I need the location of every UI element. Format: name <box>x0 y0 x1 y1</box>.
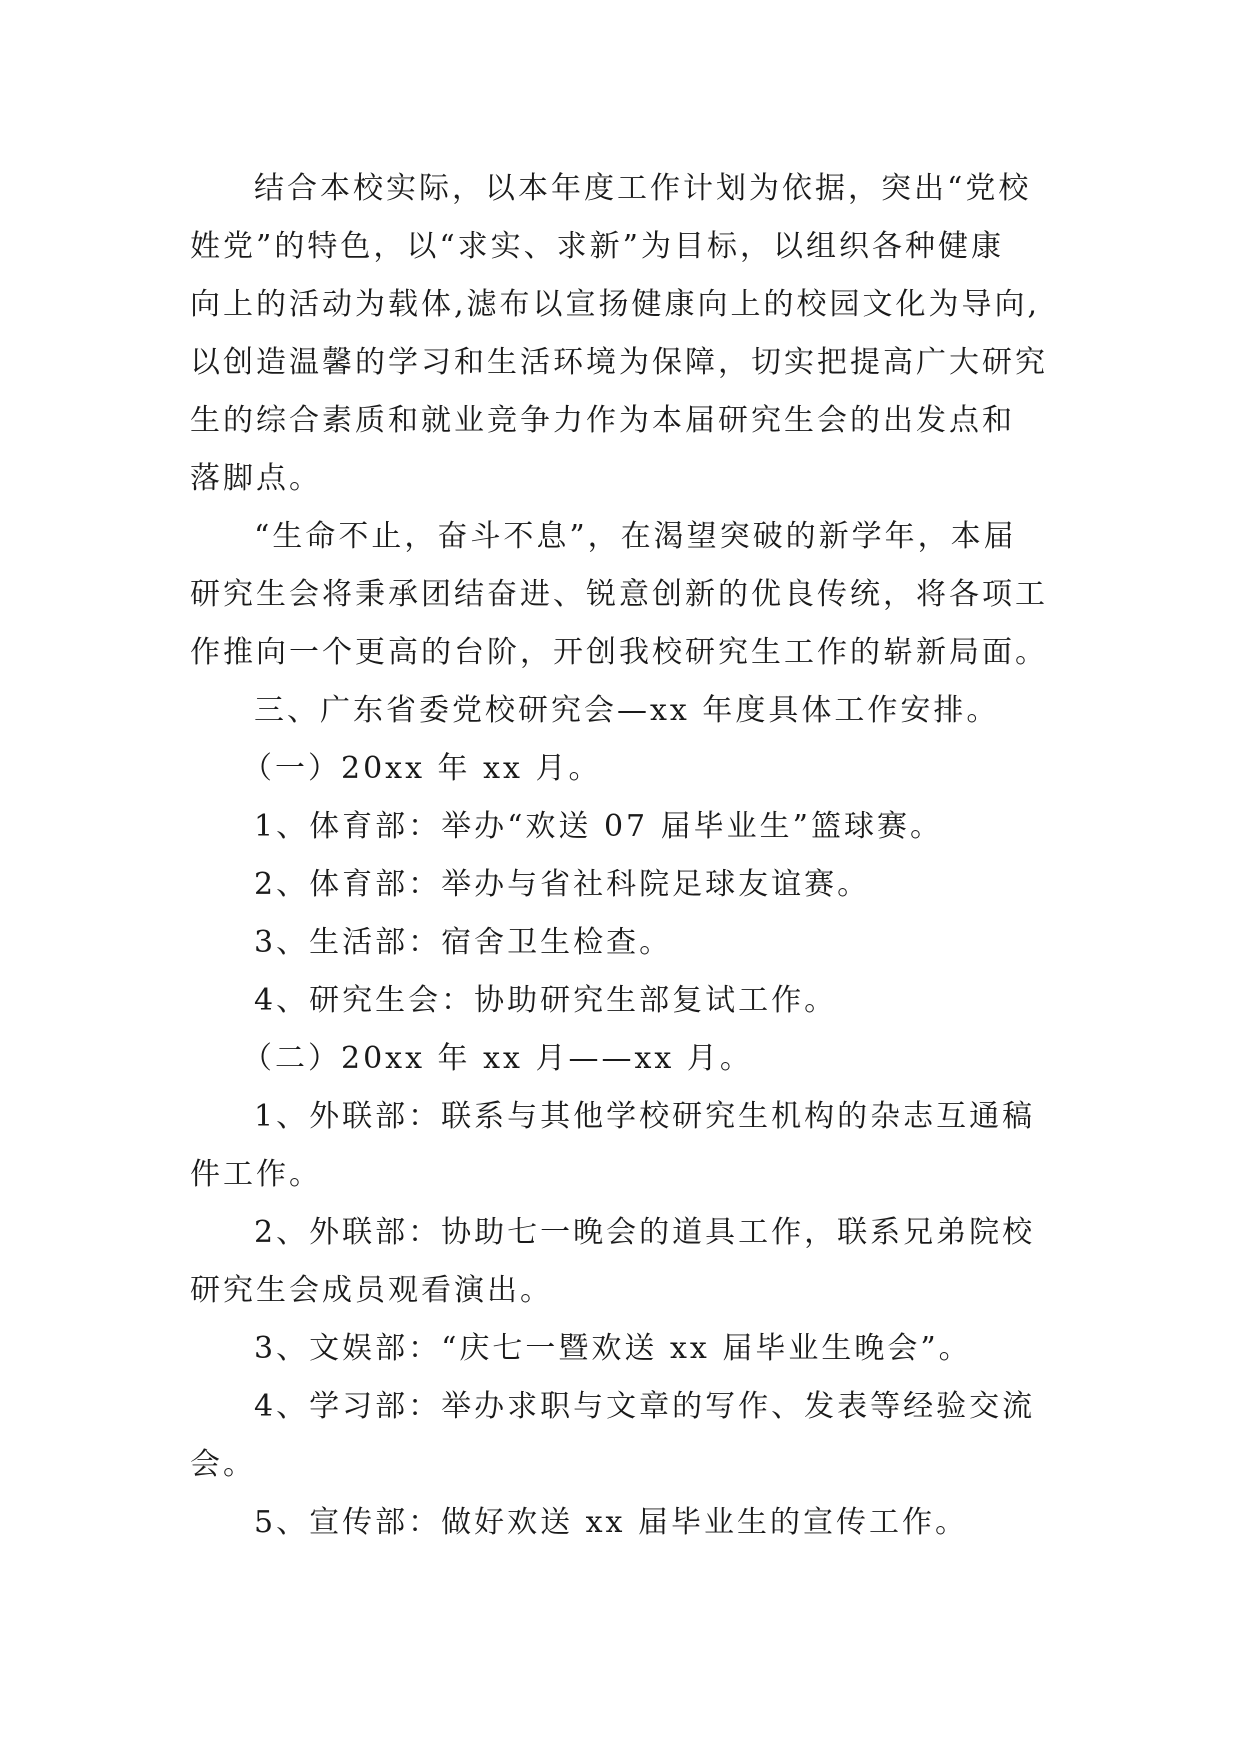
subsection-heading: （一）20xx 年 xx 月。 <box>242 751 602 786</box>
list-item-continuation: 件工作。 <box>190 1157 322 1192</box>
text-line: 以创造温馨的学习和生活环境为保障，切实把提高广大研究 <box>190 345 1048 380</box>
list-item-continuation: 会。 <box>190 1447 256 1482</box>
list-item: 1、外联部：联系与其他学校研究生机构的杂志互通稿 <box>254 1099 1036 1134</box>
list-item: 5、宣传部：做好欢送 xx 届毕业生的宣传工作。 <box>254 1505 968 1540</box>
text-line: 生的综合素质和就业竞争力作为本届研究生会的出发点和 <box>190 403 1015 438</box>
section-heading: 三、广东省委党校研究会—xx 年度具体工作安排。 <box>254 693 1000 728</box>
list-item: 3、文娱部：“庆七一暨欢送 xx 届毕业生晚会”。 <box>254 1331 972 1366</box>
text-line: 落脚点。 <box>190 461 322 496</box>
text-line: 姓党”的特色，以“求实、求新”为目标，以组织各种健康 <box>190 229 1005 264</box>
list-item: 2、外联部：协助七一晚会的道具工作，联系兄弟院校 <box>254 1215 1036 1250</box>
text-line: 作推向一个更高的台阶，开创我校研究生工作的崭新局面。 <box>190 635 1048 670</box>
list-item: 3、生活部：宿舍卫生检查。 <box>254 925 673 960</box>
text-line: 研究生会将秉承团结奋进、锐意创新的优良传统，将各项工 <box>190 577 1048 612</box>
text-line: “生命不止，奋斗不息”，在渴望突破的新学年，本届 <box>254 519 1017 554</box>
subsection-heading: （二）20xx 年 xx 月——xx 月。 <box>242 1041 753 1076</box>
list-item: 2、体育部：举办与省社科院足球友谊赛。 <box>254 867 871 902</box>
list-item: 4、学习部：举办求职与文章的写作、发表等经验交流 <box>254 1389 1036 1424</box>
list-item: 1、体育部：举办“欢送 07 届毕业生”篮球赛。 <box>254 809 944 844</box>
text-line: 结合本校实际，以本年度工作计划为依据，突出“党校 <box>254 171 1032 206</box>
list-item: 4、研究生会：协助研究生部复试工作。 <box>254 983 838 1018</box>
document-body <box>190 160 1090 1552</box>
text-line: 向上的活动为载体,滤布以宣扬健康向上的校园文化为导向, <box>190 287 1041 322</box>
list-item-continuation: 研究生会成员观看演出。 <box>190 1273 553 1308</box>
